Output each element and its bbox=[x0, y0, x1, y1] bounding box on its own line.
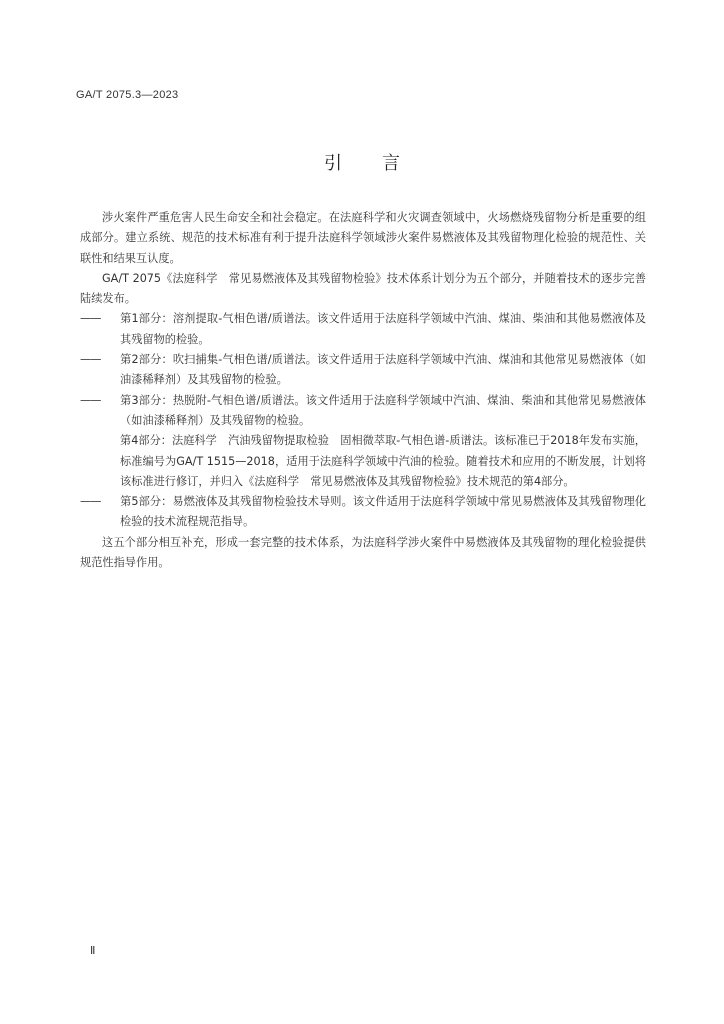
closing-paragraph: 这五个部分相互补充，形成一套完整的技术体系，为法庭科学涉火案件中易燃液体及其残留物的理化检验提供规范性指导作用。 bbox=[80, 535, 646, 570]
introduction-body bbox=[80, 208, 646, 573]
intro-paragraph: 涉火案件严重危害人民生命安全和社会稳定。在法庭科学和火灾调查领域中，火场燃烧残留物分析是重要的组成部分。建立系统、规范的技术标准有利于提升法庭科学领域涉火案件易燃液体及其残留物理化检验的规范性、关联性和结果互认度。 bbox=[80, 211, 646, 265]
list-dash: —— bbox=[80, 353, 101, 367]
list-dash: —— bbox=[80, 495, 101, 509]
list-dash: —— bbox=[80, 393, 101, 407]
page-number: Ⅱ bbox=[90, 945, 96, 957]
part-text: 第2部分：吹扫捕集-气相色谱/质谱法。该文件适用于法庭科学领域中汽油、煤油和其他常见易燃液体（如油漆稀释剂）及其残留物的检验。 bbox=[120, 353, 646, 387]
part-list-item bbox=[80, 309, 646, 350]
list-dash: —— bbox=[80, 312, 101, 326]
part-text: 第1部分：溶剂提取-气相色谱/质谱法。该文件适用于法庭科学领域中汽油、煤油、柴油和其他易燃液体及其残留物的检验。 bbox=[120, 312, 646, 346]
part-text: 第5部分：易燃液体及其残留物检验技术导则。该文件适用于法庭科学领域中常见易燃液体及其残留物理化检验的技术流程规范指导。 bbox=[120, 495, 646, 529]
part-list-item bbox=[80, 431, 646, 492]
part-text: 第4部分：法庭科学 汽油残留物提取检验 固相微萃取-气相色谱-质谱法。该标准已于2018年发布实施，标准编号为GA/T 1515—2018，适用于法庭科学领域中汽油的检验。随着技术和应用的不断发展，计划将该标准进行修订，并归入《法庭科学 常见易燃液体及其残留物检验》技术规范的第4部分。 bbox=[120, 434, 646, 488]
document-code: GA/T 2075.3—2023 bbox=[76, 89, 179, 101]
part-text: 第3部分：热脱附-气相色谱/质谱法。该文件适用于法庭科学领域中汽油、煤油、柴油和其他常见易燃液体（如油漆稀释剂）及其残留物的检验。 bbox=[120, 393, 646, 427]
part-list-item bbox=[80, 391, 646, 432]
part-list-item bbox=[80, 350, 646, 391]
part-list-item bbox=[80, 492, 646, 533]
section-title: 引言 bbox=[324, 153, 440, 174]
series-paragraph: GA/T 2075《法庭科学 常见易燃液体及其残留物检验》技术体系计划分为五个部分，并随着技术的逐步完善陆续发布。 bbox=[80, 271, 646, 306]
